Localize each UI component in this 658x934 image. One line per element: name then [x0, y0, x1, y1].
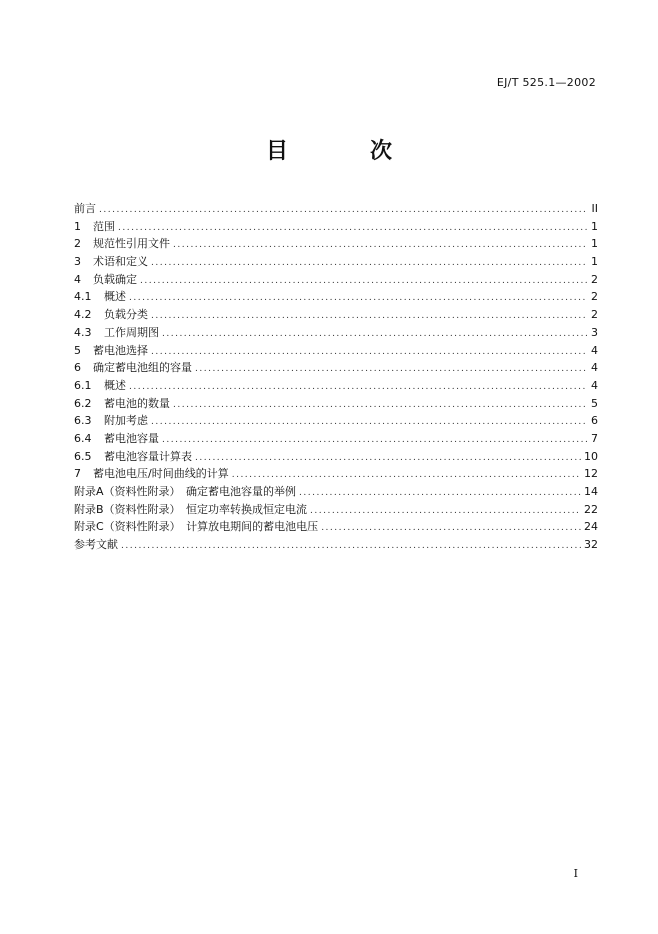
toc-entry[interactable]	[74, 200, 598, 218]
dot-leader	[321, 520, 581, 538]
toc-entry-label: 负载确定	[93, 272, 137, 286]
dot-leader	[99, 202, 587, 220]
page-title: 目 次	[265, 139, 422, 164]
dot-leader	[129, 290, 587, 308]
toc-entry-label: 确定蓄电池组的容量	[93, 361, 192, 375]
toc-entry-page: 14	[584, 485, 598, 498]
toc-entry-number: 3	[74, 255, 81, 269]
toc-entry-page: 22	[584, 502, 598, 516]
dot-leader	[151, 414, 587, 432]
toc-entry-page: II	[591, 202, 598, 215]
toc-entry[interactable]	[74, 359, 598, 377]
toc-entry[interactable]	[74, 324, 598, 342]
dot-leader	[162, 326, 587, 344]
dot-leader	[195, 450, 581, 468]
toc-entry-label: 附加考虑	[104, 414, 148, 428]
dot-leader	[151, 344, 587, 362]
toc-entry-page: 4	[591, 343, 598, 357]
table-of-contents	[74, 200, 598, 554]
toc-entry-label: 蓄电池电压/时间曲线的计算	[93, 467, 229, 481]
toc-entry[interactable]	[74, 465, 598, 483]
toc-entry-label: 术语和定义	[93, 255, 148, 269]
dot-leader	[140, 273, 587, 291]
toc-entry-page: 7	[591, 431, 598, 445]
toc-entry-label: 规范性引用文件	[93, 237, 170, 251]
toc-entry-number: 7	[74, 467, 81, 481]
toc-entry[interactable]	[74, 395, 598, 413]
toc-entry-number: 6.1	[74, 378, 92, 392]
dot-leader	[299, 485, 581, 503]
toc-entry-label: 范围	[93, 219, 115, 233]
toc-entry[interactable]	[74, 518, 598, 536]
toc-entry-page: 6	[591, 414, 598, 428]
page-number: I	[573, 867, 578, 880]
toc-entry[interactable]	[74, 288, 598, 306]
toc-entry-number: 6	[74, 361, 81, 375]
toc-entry-label: 蓄电池选择	[93, 343, 148, 357]
toc-entry-page: 2	[591, 272, 598, 286]
dot-leader	[310, 503, 581, 521]
toc-entry-number: 6.3	[74, 414, 92, 428]
toc-entry-number: 4.1	[74, 290, 92, 304]
toc-entry-number: 4.3	[74, 325, 92, 339]
toc-entry[interactable]	[74, 483, 598, 501]
toc-entry-number: 5	[74, 343, 81, 357]
toc-entry-label: 蓄电池容量计算表	[104, 449, 192, 463]
toc-entry-page: 32	[584, 538, 598, 552]
toc-entry[interactable]	[74, 536, 598, 554]
toc-entry[interactable]	[74, 377, 598, 395]
toc-entry[interactable]	[74, 235, 598, 253]
toc-entry-label: 附录B（资料性附录） 恒定功率转换成恒定电流	[74, 502, 308, 516]
toc-entry[interactable]	[74, 306, 598, 324]
toc-entry[interactable]	[74, 342, 598, 360]
toc-entry-page: 1	[591, 219, 598, 233]
toc-entry-page: 24	[584, 520, 598, 534]
toc-entry-number: 6.4	[74, 431, 92, 445]
toc-entry-label: 负载分类	[104, 308, 148, 322]
toc-entry-number: 4	[74, 272, 81, 286]
dot-leader	[118, 220, 587, 238]
toc-entry-number: 6.2	[74, 396, 92, 410]
toc-entry-page: 4	[591, 361, 598, 375]
toc-entry-number: 4.2	[74, 308, 92, 322]
toc-entry[interactable]	[74, 501, 598, 519]
dot-leader	[129, 379, 587, 397]
toc-entry-number: 1	[74, 219, 81, 233]
toc-entry-page: 1	[591, 237, 598, 251]
toc-entry[interactable]	[74, 412, 598, 430]
toc-entry-page: 2	[591, 308, 598, 322]
dot-leader	[173, 397, 587, 415]
toc-entry[interactable]	[74, 448, 598, 466]
dot-leader	[151, 308, 587, 326]
toc-entry-label: 蓄电池容量	[104, 431, 159, 445]
toc-entry-label: 参考文献	[74, 538, 118, 552]
toc-entry-page: 1	[591, 255, 598, 269]
dot-leader	[195, 361, 587, 379]
toc-entry-label: 概述	[104, 290, 126, 304]
toc-entry-number: 6.5	[74, 449, 92, 463]
toc-entry-label: 附录C（资料性附录） 计算放电期间的蓄电池电压	[74, 520, 319, 534]
toc-entry[interactable]	[74, 218, 598, 236]
toc-entry-page: 4	[591, 378, 598, 392]
toc-entry-page: 12	[584, 467, 598, 481]
toc-entry-page: 2	[591, 290, 598, 304]
toc-entry-number: 2	[74, 237, 81, 251]
dot-leader	[173, 237, 587, 255]
dot-leader	[151, 255, 587, 273]
toc-entry[interactable]	[74, 253, 598, 271]
toc-entry-page: 5	[591, 396, 598, 410]
toc-entry-label: 蓄电池的数量	[104, 396, 170, 410]
standard-number: EJ/T 525.1—2002	[496, 76, 596, 89]
toc-entry-label: 工作周期图	[104, 325, 159, 339]
toc-entry-label: 附录A（资料性附录） 确定蓄电池容量的举例	[74, 485, 297, 498]
toc-entry-label: 概述	[104, 378, 126, 392]
toc-entry-page: 3	[591, 325, 598, 339]
toc-entry-label: 前言	[74, 202, 96, 215]
dot-leader	[121, 538, 581, 556]
dot-leader	[162, 432, 587, 450]
toc-entry-page: 10	[584, 449, 598, 463]
toc-entry[interactable]	[74, 271, 598, 289]
toc-entry[interactable]	[74, 430, 598, 448]
